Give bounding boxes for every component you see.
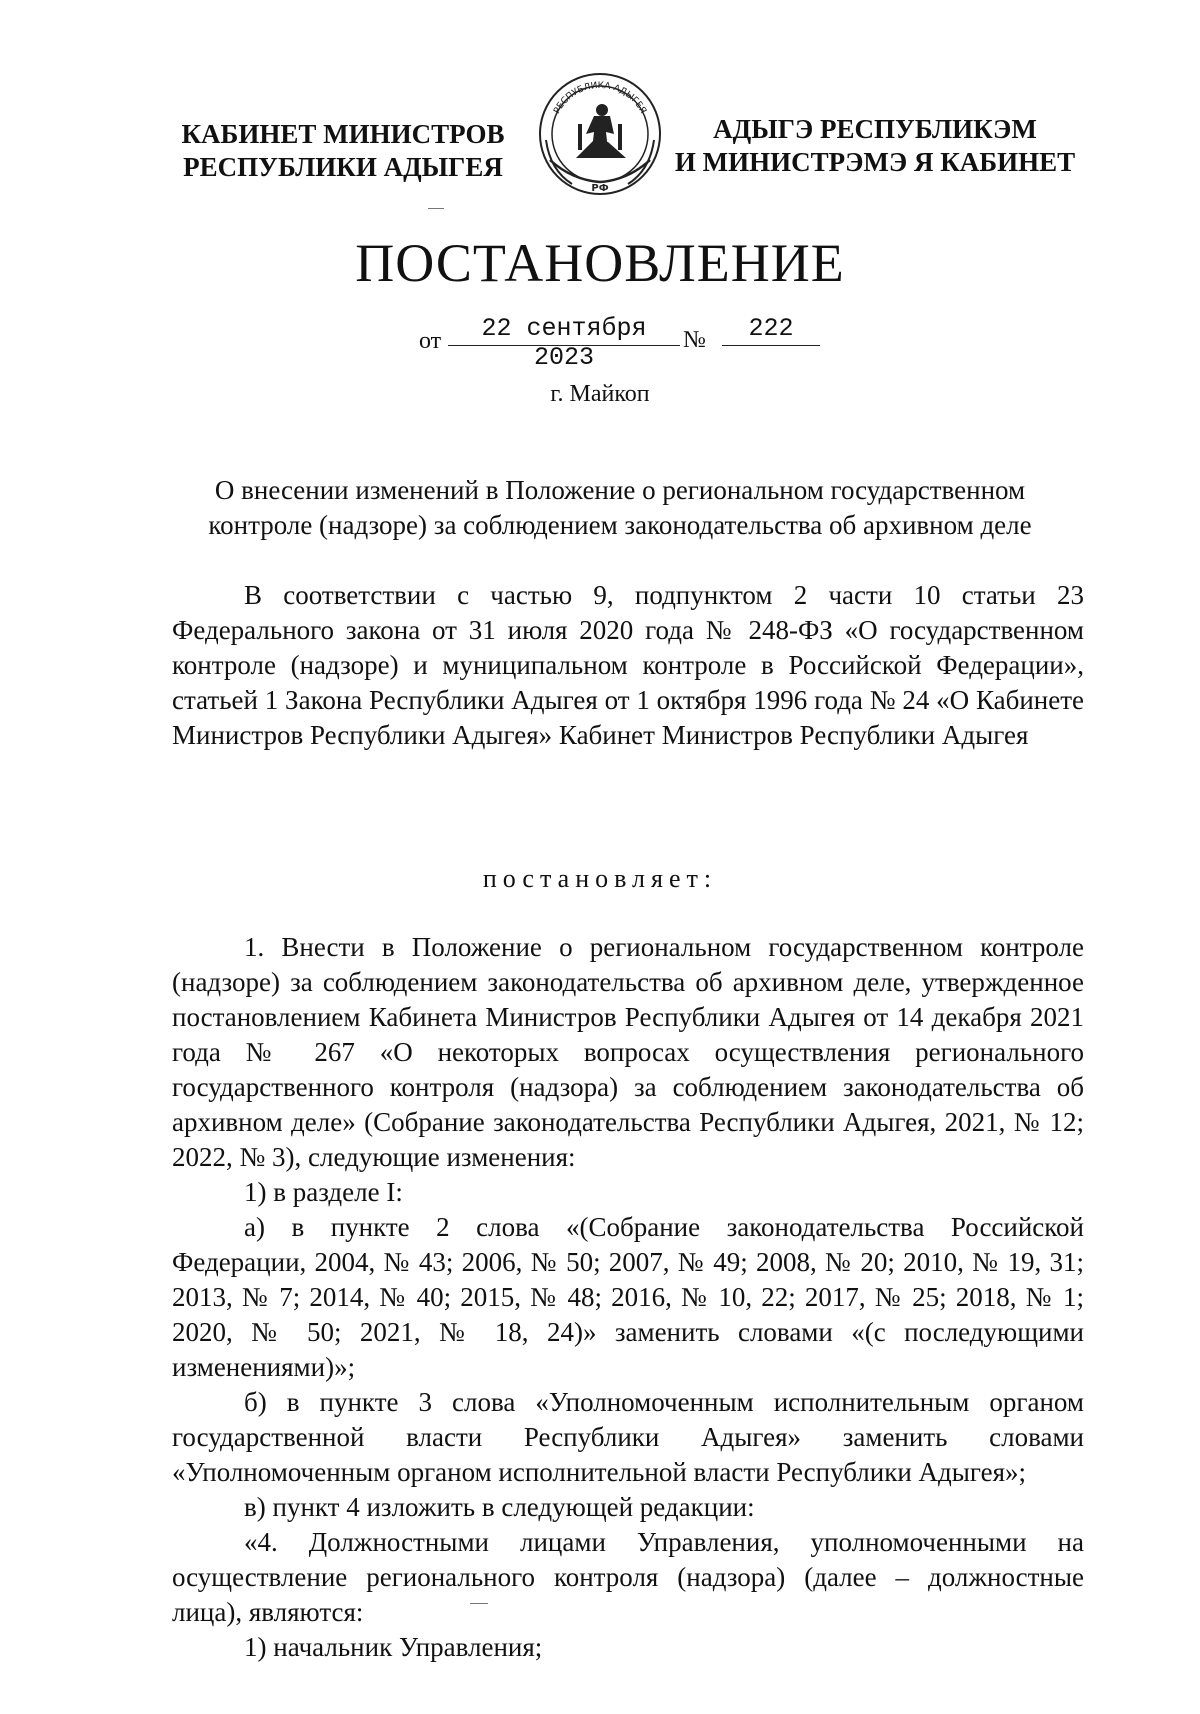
subject-line2: контроле (надзоре) за соблюдением законодательства об архивном деле <box>208 510 1032 540</box>
issuer-name-russian-line2: РЕСПУБЛИКИ АДЫГЕЯ <box>183 152 503 182</box>
paragraph-subitem-1: 1) начальник Управления; <box>244 1632 543 1662</box>
document-date: 22 сентября 2023 <box>481 314 647 372</box>
paragraph-point-4: «4. Должностными лицами Управления, уполномоченными на осуществление регионального контроля (надзора) (далее – должностные лица), являются: <box>172 1527 1084 1627</box>
paragraph-item-v: в) пункт 4 изложить в следующей редакции: <box>244 1492 755 1522</box>
coat-of-arms-icon <box>532 60 668 208</box>
scan-mark <box>470 1603 488 1604</box>
preamble-block <box>172 578 1084 753</box>
emblem-bottom-text: РФ <box>591 183 609 194</box>
city-of-issue: г. Майкоп <box>550 381 650 407</box>
resolution-body <box>172 930 1084 1665</box>
document-number: 222 <box>748 314 794 343</box>
issuer-name-adyghe <box>670 113 1080 179</box>
emblem-ring-text: РЕСПУБЛИКА АДЫГЕЯ <box>552 80 648 116</box>
scan-mark <box>428 208 444 209</box>
preamble-paragraph: В соответствии с частью 9, подпунктом 2 части 10 статьи 23 Федерального закона от 31 июля 2020 года № 248-ФЗ «О государственном контроле (надзоре) и муниципальном контроле в Российской Федерации», статьей 1 Закона Республики Адыгея от 1 октября 1996 года № 24 «О Кабинете Министров Республики Адыгея» Кабинет Министров Республики Адыгея <box>172 580 1084 750</box>
date-number-line <box>0 310 1200 372</box>
decree-word: постановляет: <box>482 864 718 893</box>
document-subject <box>180 473 1060 543</box>
subject-line1: О внесении изменений в Положение о региональном государственном <box>214 475 1026 505</box>
issuer-name-adyghe-line1: АДЫГЭ РЕСПУБЛИКЭМ <box>713 114 1037 144</box>
paragraph-item-a: а) в пункте 2 слова «(Собрание законодательства Российской Федерации, 2004, № 43; 2006, № 50; 2007, № 49; 2008, № 20; 2010, № 19, 31; 2013, № 7; 2014, № 40; 2015, № 48; 2016, № 10, 22; 2017, № 25; 2018, № 1; 2020, № 50; 2021, № 18, 24)» заменить словами «(с последующими изменениями)»; <box>172 1212 1084 1382</box>
date-prefix: от <box>419 328 442 354</box>
coat-of-arms-emblem <box>532 60 668 208</box>
number-label: № <box>683 327 706 353</box>
paragraph-1: 1. Внести в Положение о региональном государственном контроле (надзоре) за соблюдением законодательства об архивном деле, утвержденное постановлением Кабинета Министров Республики Адыгея от 14 декабря 2021 года № 267 «О некоторых вопросах осуществления регионального государственного контроля (надзора) за соблюдением законодательства об архивном деле» (Собрание законодательства Республики Адыгея, 2021, № 12; 2022, № 3), следующие изменения: <box>172 932 1084 1172</box>
document-title: ПОСТАНОВЛЕНИЕ <box>355 233 845 293</box>
issuer-name-russian <box>178 118 508 184</box>
date-underline <box>448 345 680 346</box>
paragraph-item-b: б) в пункте 3 слова «Уполномоченным исполнительным органом государственной власти Республики Адыгея» заменить словами «Уполномоченным органом исполнительной власти Республики Адыгея»; <box>172 1387 1084 1487</box>
paragraph-section-1: 1) в разделе I: <box>244 1177 403 1207</box>
issuer-name-russian-line1: КАБИНЕТ МИНИСТРОВ <box>181 119 505 149</box>
issuer-name-adyghe-line2: И МИНИСТРЭМЭ Я КАБИНЕТ <box>674 147 1076 177</box>
number-underline <box>722 345 820 346</box>
